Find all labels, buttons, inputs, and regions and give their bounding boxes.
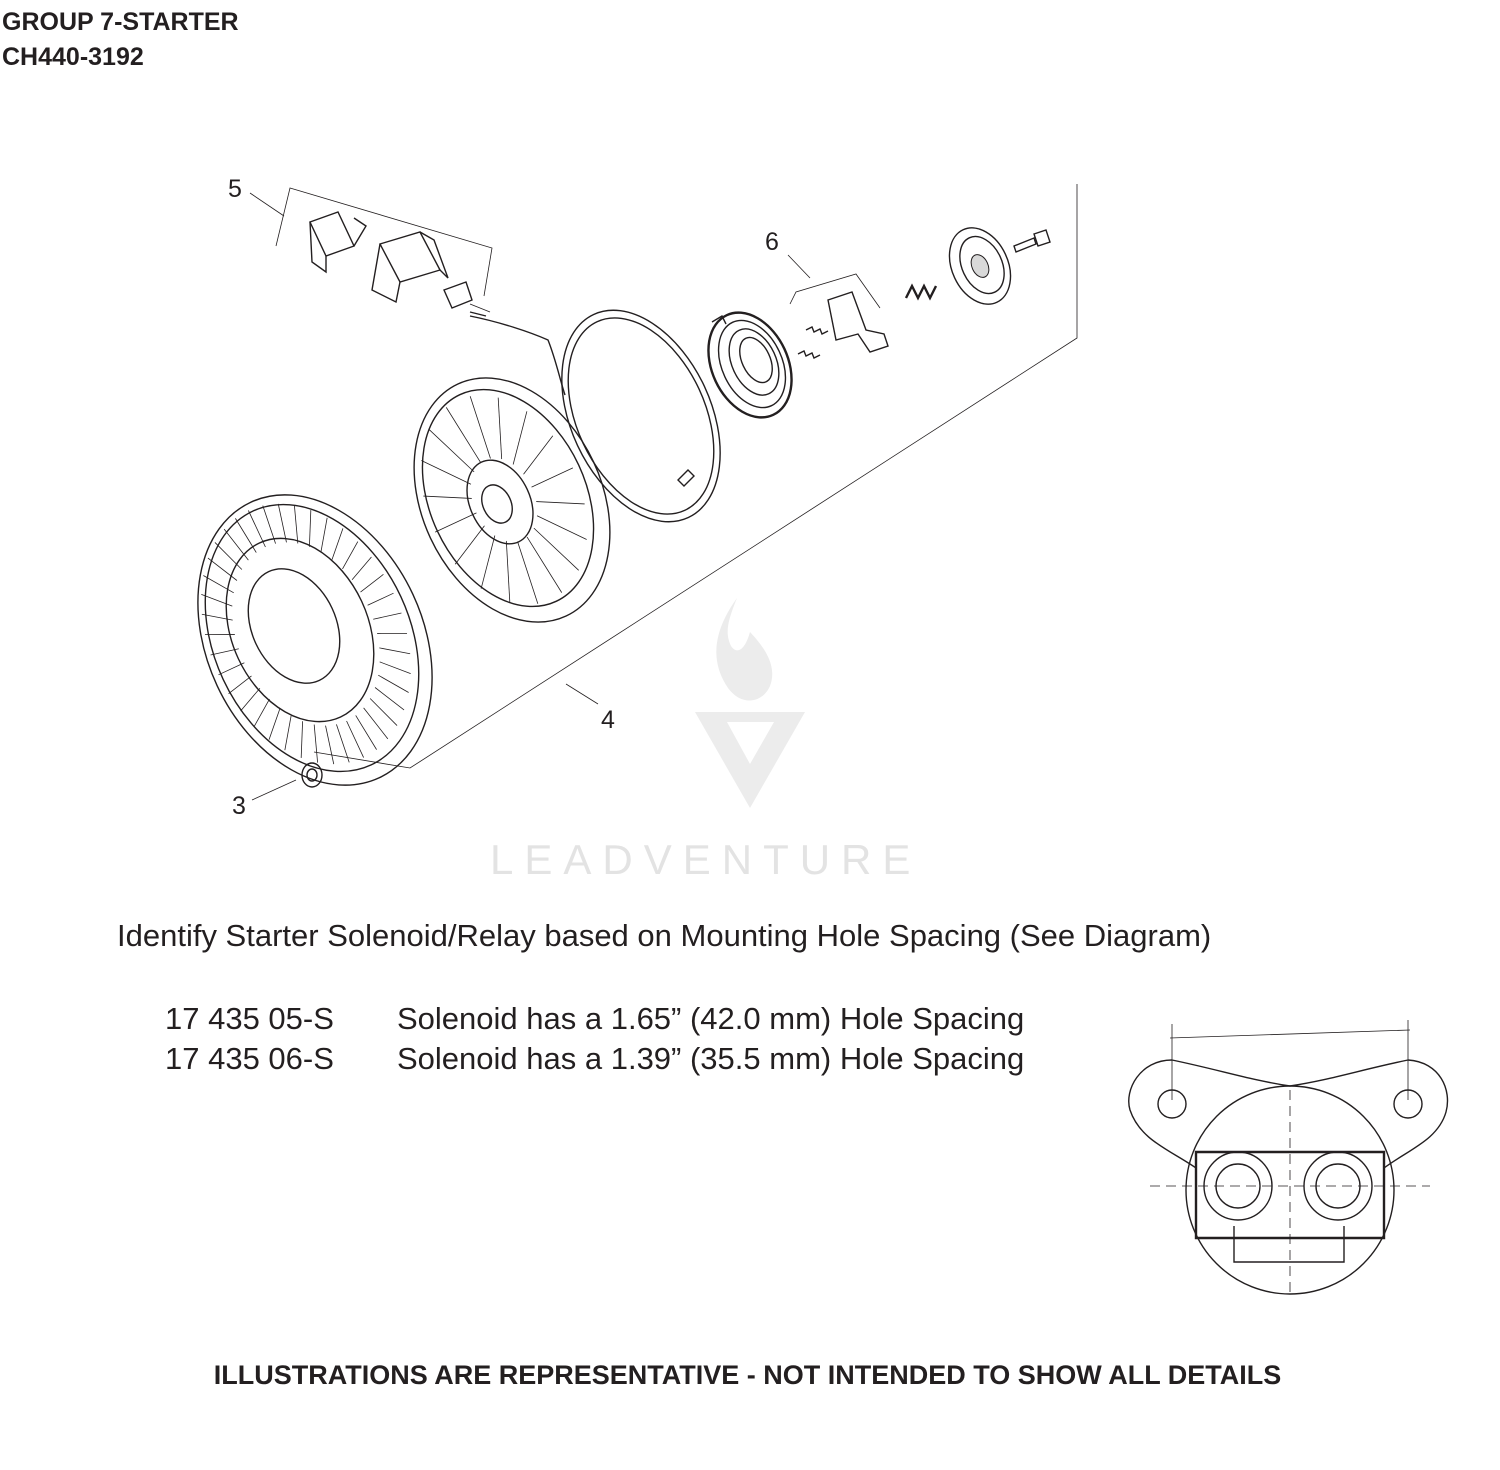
- part-description: Solenoid has a 1.65” (42.0 mm) Hole Spacing: [397, 1001, 1025, 1036]
- leader-5: [250, 193, 284, 216]
- housing-rib: [201, 594, 232, 606]
- housing-rib: [241, 688, 260, 711]
- housing-rib: [380, 662, 411, 674]
- starter-handle: [310, 212, 490, 312]
- compression-spring: [906, 286, 936, 298]
- housing-rib: [254, 699, 269, 726]
- housing-rib: [278, 504, 286, 542]
- callout-4: 4: [601, 706, 615, 734]
- part-number: 17 435 06-S: [165, 1041, 334, 1076]
- part-number: 17 435 05-S: [165, 1001, 334, 1036]
- housing-rib: [263, 506, 276, 544]
- pulley-spoke: [532, 468, 573, 487]
- center-bolt: [1014, 230, 1050, 252]
- leader-4: [566, 684, 598, 704]
- pulley-spoke: [518, 542, 538, 604]
- pulley-spoke: [537, 516, 587, 540]
- flame-v-logo-icon: [695, 598, 805, 808]
- solenoid-row: [165, 1041, 1024, 1077]
- housing-rib: [361, 574, 384, 592]
- solenoid-identify-note: Identify Starter Solenoid/Relay based on Mounting Hole Spacing (See Diagram): [117, 918, 1212, 953]
- housing-rib: [294, 505, 297, 543]
- housing-rib: [378, 675, 408, 692]
- leader-3: [252, 780, 296, 800]
- housing-rib: [321, 518, 327, 552]
- housing-rib: [342, 542, 357, 569]
- ratchet-pawl-kit: [798, 292, 888, 358]
- housing-rib: [285, 716, 291, 750]
- housing-rib: [309, 510, 310, 547]
- pulley-spoke: [524, 436, 553, 475]
- solenoid-mount-diagram: [1129, 1020, 1448, 1296]
- housing-rib: [314, 725, 317, 763]
- group-title: GROUP 7-STARTER: [2, 8, 239, 36]
- housing-rib: [211, 649, 239, 655]
- housing-rib: [229, 676, 252, 694]
- housing-rib: [248, 510, 265, 547]
- housing-rib: [347, 721, 364, 758]
- pulley-spoke: [481, 535, 495, 588]
- starter-housing: [153, 457, 477, 824]
- pulley-spoke: [429, 430, 474, 472]
- callout-6: 6: [765, 228, 779, 256]
- callout-5: 5: [228, 175, 242, 203]
- pulley-spoke: [455, 526, 484, 565]
- housing-rib: [208, 558, 237, 580]
- solenoid-row: [165, 1001, 1024, 1037]
- watermark-logo: [490, 598, 921, 883]
- pulley-spoke: [536, 502, 584, 504]
- model-code: CH440-3192: [2, 43, 144, 71]
- pulley-spoke: [527, 537, 562, 593]
- housing-rib: [373, 613, 401, 619]
- ratchet-bracket: [790, 274, 880, 308]
- housing-rib: [332, 528, 343, 559]
- recoil-spring: [692, 299, 807, 431]
- pulley-spoke: [435, 513, 476, 532]
- rope-pulley: [376, 346, 647, 654]
- pulley-spoke: [498, 398, 501, 459]
- housing-rib: [375, 687, 404, 709]
- handle-bracket: [276, 188, 492, 296]
- pulley-spoke: [534, 528, 579, 570]
- housing-rib: [379, 648, 410, 654]
- housing-rib: [326, 726, 334, 764]
- pulley-spoke: [506, 541, 509, 602]
- pulley-spoke: [513, 411, 527, 464]
- part-description: Solenoid has a 1.39” (35.5 mm) Hole Spacing: [397, 1041, 1025, 1076]
- housing-rib: [218, 663, 244, 675]
- watermark-brand: LEADVENTURE: [490, 836, 922, 883]
- pulley-spoke: [446, 407, 481, 463]
- ratchet-plate: [938, 218, 1023, 314]
- pulley-spoke: [423, 496, 471, 498]
- leader-6: [788, 255, 810, 278]
- pulley-spoke: [421, 461, 471, 485]
- housing-rib: [301, 721, 302, 758]
- callout-3: 3: [232, 792, 246, 820]
- pulley-spoke: [470, 396, 490, 458]
- housing-rib: [368, 593, 394, 605]
- housing-rib: [269, 708, 280, 739]
- disclaimer-footer: ILLUSTRATIONS ARE REPRESENTATIVE - NOT INTENDED TO SHOW ALL DETAILS: [213, 1360, 1282, 1390]
- housing-rib: [352, 557, 371, 580]
